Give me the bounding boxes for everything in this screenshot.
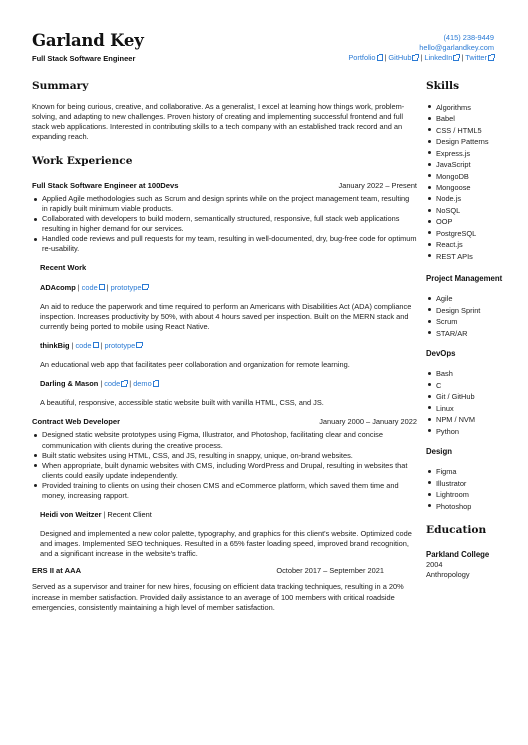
- list-item: STAR/AR: [426, 328, 506, 339]
- school-name: Parkland College: [426, 549, 490, 559]
- social-links: Portfolio | GitHub | LinkedIn | Twitter: [348, 53, 494, 63]
- project-description: An aid to reduce the paperwork and time required to perform an Americans with Disabilities Act (ADA) compliance inspection. Increases productivity by 50%, with about 4 hours saved per inspection. Built on the MERN stack and currently being ported to mobile using React Native.: [40, 301, 412, 331]
- job-bullets: [32, 430, 417, 500]
- devops-heading: DevOps: [426, 349, 456, 359]
- list-item: CSS / HTML5: [426, 125, 506, 136]
- summary-text: Known for being curious, creative, and collaborative. As a generalist, I excel at learning how things work, problem-solving, and adapting to new challenges. Proven history of creating and implementing successful frontend and full stack web applications. Interested in contributing skills to a tech company with an established track record and an expanding reach.: [32, 101, 405, 141]
- list-item: Design Sprint: [426, 305, 506, 316]
- list-item: Babel: [426, 113, 506, 124]
- external-link-icon: [142, 284, 148, 290]
- external-link-icon: [136, 342, 142, 348]
- list-item: Express.js: [426, 148, 506, 159]
- client-description: Designed and implemented a new color palette, typography, and graphics for this client's website. Optimized code and images. Implemented SEO techniques. Resulted in a 65% faster loading speed, improved brand recognition, and a significant increase in the website's traffic.: [40, 528, 412, 559]
- list-item: C: [426, 380, 506, 391]
- list-item: Built static websites using HTML, CSS, and JS, resulting in snappy, unique, on-brand websites.: [32, 451, 417, 461]
- list-item: Applied Agile methodologies such as Scrum and design sprints while on the project management team, resulting in rapidly built minimum viable products.: [32, 194, 417, 214]
- list-item: React.js: [426, 239, 506, 250]
- list-item: Linux: [426, 403, 506, 414]
- experience-heading: Work Experience: [32, 154, 133, 167]
- list-item: Figma: [426, 466, 506, 477]
- list-item: Python: [426, 426, 506, 437]
- job-title: Contract Web Developer: [32, 417, 121, 427]
- candidate-title: Full Stack Software Engineer: [32, 53, 136, 63]
- list-item: Algorithms: [426, 102, 506, 113]
- list-item: Git / GitHub: [426, 391, 506, 402]
- external-link-icon: [153, 381, 159, 387]
- project-name: thinkBig: [40, 340, 70, 350]
- job-title: Full Stack Software Engineer at 100Devs: [32, 180, 179, 190]
- job-date: January 2000 – January 2022: [319, 417, 417, 427]
- design-heading: Design: [426, 447, 452, 457]
- prototype-link[interactable]: prototype: [111, 283, 149, 292]
- list-item: When appropriate, built dynamic websites with CMS, including WordPress and Drupal, resulting in websites that clients could easily update independently.: [32, 461, 417, 481]
- project-header: ADAcomp | code | prototype: [40, 283, 417, 293]
- portfolio-link[interactable]: Portfolio: [348, 53, 382, 62]
- list-item: Mongoose: [426, 182, 506, 193]
- list-item: Collaborated with developers to build modern, semantically structured, responsive, full stack web applications resulting in higher demand for our services.: [32, 214, 417, 234]
- candidate-name: Garland Key: [32, 31, 144, 50]
- summary-heading: Summary: [32, 80, 89, 92]
- linkedin-link[interactable]: LinkedIn: [424, 53, 459, 62]
- job-header: [32, 417, 417, 427]
- job-date: October 2017 – September 2021: [276, 566, 384, 576]
- job-description: Served as a supervisor and trainer for new hires, focusing on efficient data tracking techniques, resulting in a 20% increase in member satisfaction. Provided daily assistance to an average of 100 members with critical roadside emergencies, consistently maintaining a high level of member satisfaction.: [32, 582, 404, 612]
- project-header: thinkBig | code | prototype: [40, 341, 417, 351]
- list-item: Photoshop: [426, 501, 506, 512]
- twitter-link[interactable]: Twitter: [465, 53, 494, 62]
- skills-list: [426, 102, 506, 263]
- github-link[interactable]: GitHub: [388, 53, 418, 62]
- main-column: [32, 80, 417, 613]
- demo-link[interactable]: demo: [133, 379, 159, 388]
- list-item: Provided training to clients on using their chosen CMS and eCommerce platform, which saved them time and money, increasing rapport.: [32, 481, 417, 501]
- external-link-icon: [377, 55, 383, 61]
- external-link-icon: [93, 342, 99, 348]
- prototype-link[interactable]: prototype: [104, 341, 142, 350]
- phone-link[interactable]: (415) 238-9449: [443, 33, 494, 42]
- design-list: [426, 466, 506, 512]
- list-item: MongoDB: [426, 171, 506, 182]
- list-item: Agile: [426, 293, 506, 304]
- list-item: Illustrator: [426, 478, 506, 489]
- recent-client: [32, 510, 417, 559]
- list-item: NPM / NVM: [426, 414, 506, 425]
- project-description: A beautiful, responsive, accessible static website built with vanilla HTML, CSS, and JS.: [40, 398, 324, 408]
- devops-list: [426, 368, 506, 437]
- job-title: ERS II at AAA: [32, 566, 82, 576]
- list-item: PostgreSQL: [426, 228, 506, 239]
- list-item: JavaScript: [426, 159, 506, 170]
- code-link[interactable]: code: [82, 283, 105, 292]
- list-item: Designed static website prototypes using Figma, Illustrator, and Photoshop, facilitating clear and concise communication with clients during the creative process.: [32, 430, 417, 450]
- resume-header: [32, 33, 494, 73]
- education-field: Anthropology: [426, 570, 470, 580]
- external-link-icon: [99, 284, 105, 290]
- job-bullets: [32, 194, 417, 254]
- skills-heading: Skills: [426, 80, 460, 92]
- external-link-icon: [121, 381, 127, 387]
- list-item: Scrum: [426, 316, 506, 327]
- email-link[interactable]: hello@garlandkey.com: [419, 43, 494, 53]
- recent-work-heading: Recent Work: [40, 263, 87, 273]
- code-link[interactable]: code: [104, 379, 127, 388]
- project-management-list: [426, 293, 506, 339]
- list-item: Bash: [426, 368, 506, 379]
- recent-work: [32, 263, 417, 408]
- project-name: ADAcomp: [40, 282, 76, 292]
- list-item: Node.js: [426, 193, 506, 204]
- code-link[interactable]: code: [75, 341, 98, 350]
- external-link-icon: [412, 55, 418, 61]
- list-item: REST APIs: [426, 251, 506, 262]
- project-name: Darling & Mason: [40, 379, 99, 389]
- list-item: Design Patterns: [426, 136, 506, 147]
- client-role: Recent Client: [107, 509, 152, 519]
- job-date: January 2022 – Present: [338, 180, 417, 190]
- client-header: Heidi von Weitzer | Recent Client: [40, 509, 152, 519]
- education-heading: Education: [426, 524, 487, 537]
- contact-block: [348, 33, 494, 64]
- job-header: [32, 566, 384, 576]
- list-item: NoSQL: [426, 205, 506, 216]
- list-item: Lightroom: [426, 489, 506, 500]
- side-column: [426, 80, 506, 580]
- education-year: 2004: [426, 560, 443, 570]
- client-name: Heidi von Weitzer: [40, 509, 102, 519]
- external-link-icon: [453, 55, 459, 61]
- list-item: Handled code reviews and pull requests for my team, resulting in well-documented, dry, bug-free code for optimum re-usability.: [32, 234, 417, 254]
- project-header: Darling & Mason | code | demo: [40, 379, 417, 389]
- job-header: [32, 181, 417, 191]
- list-item: OOP: [426, 216, 506, 227]
- project-description: An educational web app that facilitates peer collaboration and organization for remote learning.: [40, 359, 350, 369]
- project-management-heading: Project Management: [426, 274, 503, 284]
- external-link-icon: [488, 55, 494, 61]
